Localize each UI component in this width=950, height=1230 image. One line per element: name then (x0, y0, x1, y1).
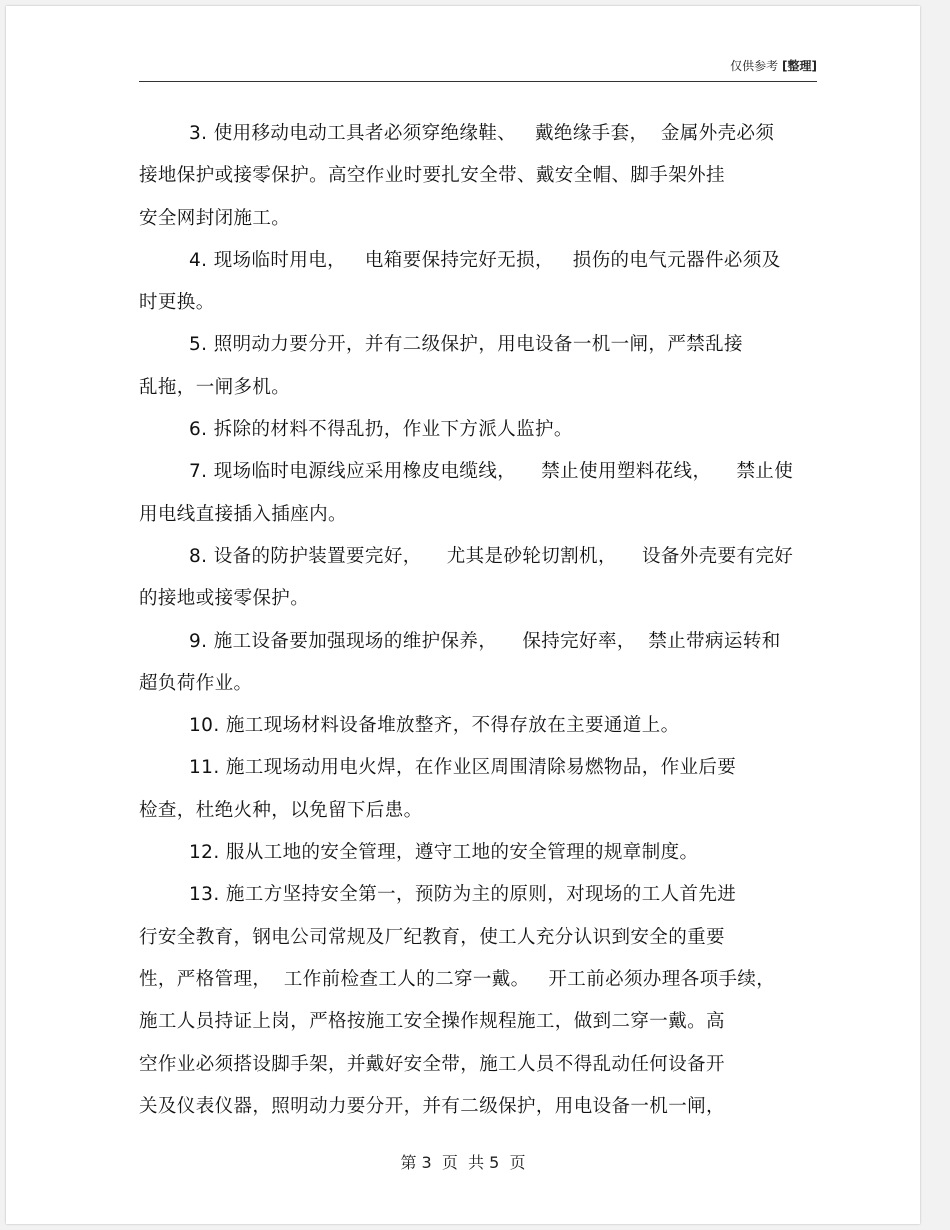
header-divider (139, 81, 817, 82)
paragraph-line: 3. 使用移动电动工具者必须穿绝缘鞋、 戴绝缘手套， 金属外壳必须 (189, 123, 775, 144)
paragraph-line: 11. 施工现场动用电火焊，在作业区周围清除易燃物品，作业后要 (189, 757, 737, 779)
document-body (139, 113, 819, 1128)
paragraph-line: 施工人员持证上岗，严格按施工安全操作规程施工，做到二穿一戴。高 (139, 1011, 725, 1033)
paragraph-line: 时更换。 (139, 292, 215, 314)
page-number-footer: 第 3 页 共 5 页 (400, 1153, 526, 1172)
paragraph-line: 乱拖，一闸多机。 (139, 376, 291, 398)
paragraph-line: 的接地或接零保护。 (139, 588, 310, 610)
paragraph-line: 8. 设备的防护装置要完好， 尤其是砂轮切割机， 设备外壳要有完好 (189, 545, 794, 567)
paragraph-line: 安全网封闭施工。 (139, 207, 291, 229)
paragraph-line: 7. 现场临时电源线应采用橡皮电缆线， 禁止使用塑料花线， 禁止使 (189, 461, 794, 483)
paragraph-line: 性，严格管理， 工作前检查工人的二穿一戴。 开工前必须办理各项手续， (139, 968, 776, 990)
paragraph-line: 5. 照明动力要分开，并有二级保护，用电设备一机一闸，严禁乱接 (189, 334, 743, 356)
paragraph-line: 6. 拆除的材料不得乱扔，作业下方派人监护。 (189, 419, 573, 441)
header-note: 仅供参考 (730, 59, 779, 73)
paragraph-line: 12. 服从工地的安全管理，遵守工地的安全管理的规章制度。 (189, 842, 699, 864)
paragraph-line: 9. 施工设备要加强现场的维护保养， 保持完好率， 禁止带病运转和 (189, 630, 781, 652)
paragraph-line: 检查，杜绝火种，以免留下后患。 (139, 799, 423, 821)
paragraph-line: 空作业必须搭设脚手架，并戴好安全带，施工人员不得乱动任何设备开 (139, 1053, 725, 1075)
paragraph-line: 关及仪表仪器，照明动力要分开，并有二级保护，用电设备一机一闸， (139, 1095, 725, 1117)
header-tag: [整理] (782, 59, 817, 73)
paragraph-line: 超负荷作业。 (139, 672, 253, 694)
paragraph-line: 用电线直接插入插座内。 (139, 503, 347, 525)
paragraph-line: 10. 施工现场材料设备堆放整齐，不得存放在主要通道上。 (189, 715, 680, 737)
page-header (139, 56, 817, 76)
paragraph-line: 行安全教育，钢电公司常规及厂纪教育，使工人充分认识到安全的重要 (139, 926, 725, 948)
paragraph-line: 4. 现场临时用电， 电箱要保持完好无损， 损伤的电气元器件必须及 (189, 249, 781, 271)
document-page (6, 6, 920, 1224)
paragraph-line: 13. 施工方坚持安全第一，预防为主的原则，对现场的工人首先进 (189, 884, 737, 906)
paragraph-line: 接地保护或接零保护。高空作业时要扎安全带、戴安全帽、脚手架外挂 (139, 165, 725, 187)
